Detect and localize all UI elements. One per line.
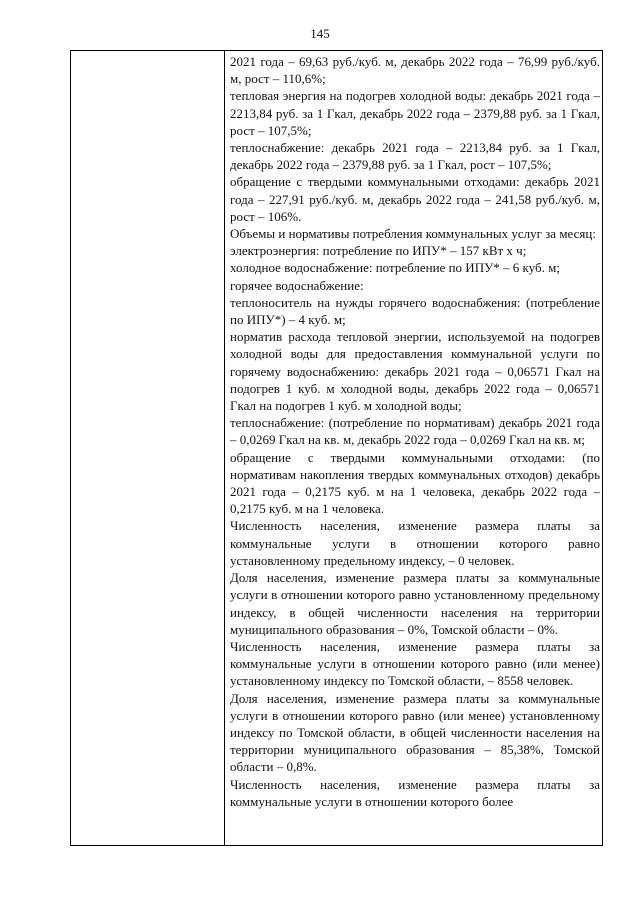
page-number: 145 xyxy=(310,26,330,41)
paragraph: теплоноситель на нужды горячего водоснабжения: (потребление по ИПУ*) – 4 куб. м; xyxy=(230,294,600,328)
paragraph: Численность населения, изменение размера платы за коммунальные услуги в отношении которого более xyxy=(230,776,600,809)
paragraph: теплоснабжение: (потребление по нормативам) декабрь 2021 года – 0,0269 Гкал на кв. м, декабрь 2022 года – 0,0269 Гкал на кв. м; xyxy=(230,415,600,448)
paragraph: обращение с твердыми коммунальными отходами: декабрь 2021 года – 227,91 руб./куб. м, декабрь 2022 года – 241,58 руб./куб. м, рост – 106%. xyxy=(230,174,600,224)
document-table xyxy=(70,50,603,846)
paragraph: обращение с твердыми коммунальными отходами: (по нормативам накопления твердых коммунальных отходов) декабрь 2021 года – 0,2175 куб. м на 1 человека, декабрь 2022 года – 0,2175 куб. м на 1 человека. xyxy=(230,449,600,517)
paragraph: Объемы и нормативы потребления коммунальных услуг за месяц: xyxy=(230,226,596,242)
paragraph: горячее водоснабжение: xyxy=(230,277,364,293)
paragraph: Численность населения, изменение размера платы за коммунальные услуги в отношении которого равно (или менее) установленному индексу по Томской области, – 8558 человек. xyxy=(230,638,600,689)
table-right-cell xyxy=(230,53,600,810)
column-divider xyxy=(224,51,225,845)
paragraph: теплоснабжение: декабрь 2021 года – 2213,84 руб. за 1 Гкал, декабрь 2022 года – 2379,88 руб. за 1 Гкал, рост – 107,5%; xyxy=(230,140,600,173)
paragraph: холодное водоснабжение: потребление по ИПУ* – 6 куб. м; xyxy=(230,260,560,276)
paragraph: Доля населения, изменение размера платы за коммунальные услуги в отношении которого равно установленному предельному индексу, в общей численности населения на территории муниципального образования – 0%, Томской области – 0%. xyxy=(230,570,600,637)
paragraph: электроэнергия: потребление по ИПУ* – 157 кВт х ч; xyxy=(230,243,527,259)
paragraph: норматив расхода тепловой энергии, используемой на подогрев холодной воды для предоставления коммунальной услуги по горячему водоснабжению: декабрь 2021 года – 0,06571 Гкал на подогрев 1 куб. м холодной воды, декабрь 2022 года – 0,06571 Гкал на подогрев 1 куб. м холодной воды; xyxy=(230,329,600,414)
paragraph: Доля населения, изменение размера платы за коммунальные услуги в отношении которого равно (или менее) установленному индексу по Томской области, в общей численности населения на территории муниципального образования – 85,38%, Томской области – 0,8%. xyxy=(230,690,600,775)
paragraph: 2021 года – 69,63 руб./куб. м, декабрь 2022 года – 76,99 руб./куб. м, рост – 110,6%; xyxy=(230,54,600,87)
paragraph: тепловая энергия на подогрев холодной воды: декабрь 2021 года – 2213,84 руб. за 1 Гкал, декабрь 2022 года – 2379,88 руб. за 1 Гкал, рост – 107,5%; xyxy=(230,88,600,138)
paragraph: Численность населения, изменение размера платы за коммунальные услуги в отношении которого равно установленному предельному индексу, – 0 человек. xyxy=(230,518,600,568)
